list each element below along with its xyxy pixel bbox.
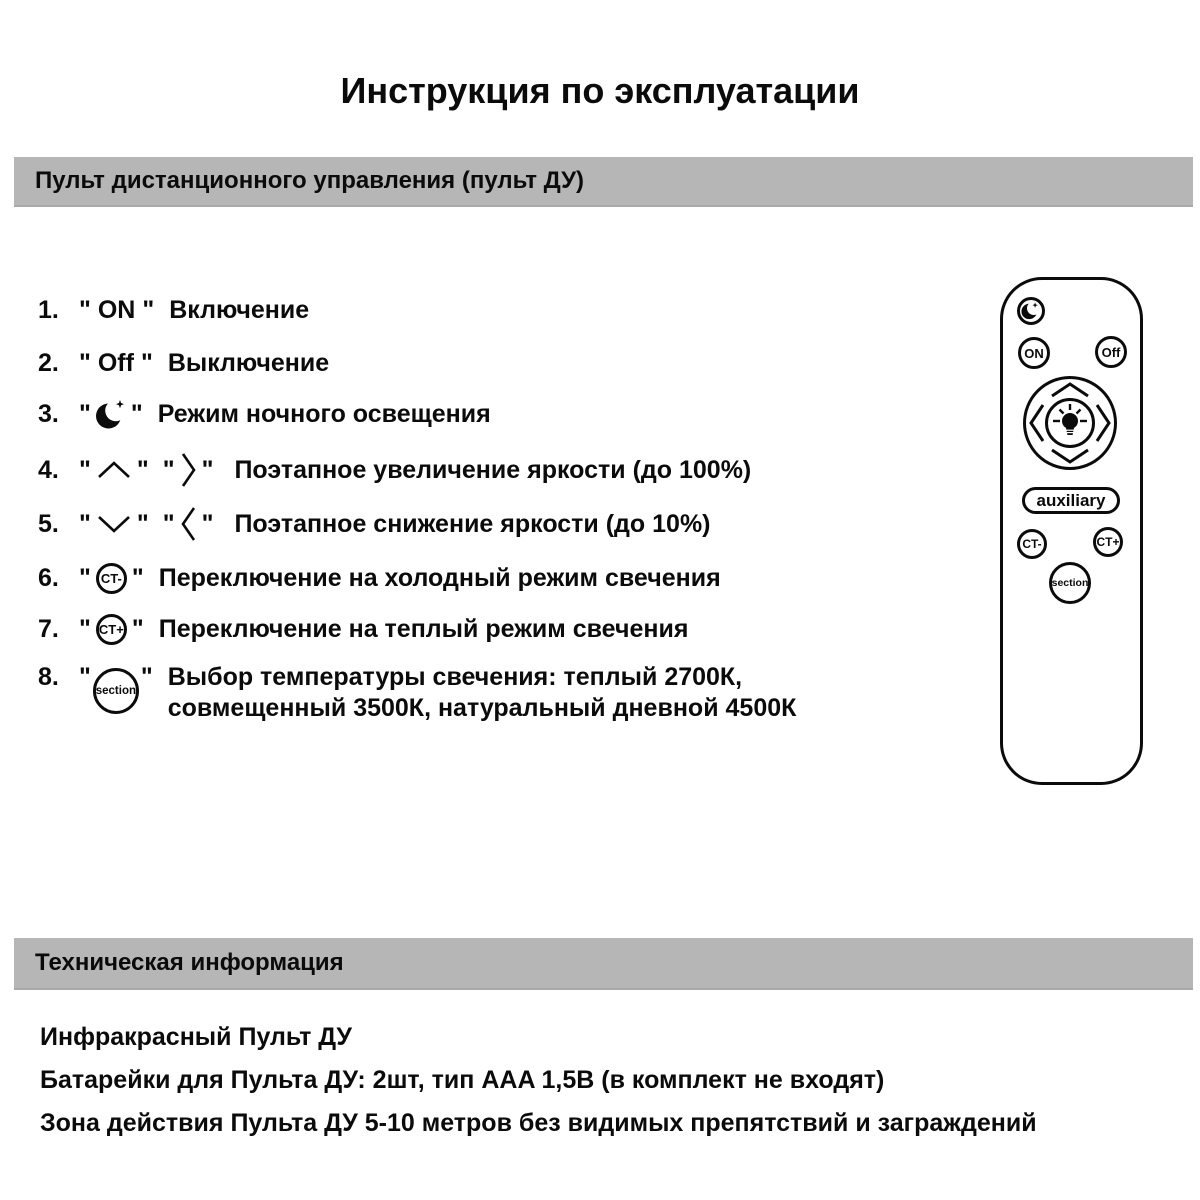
quote-mark: " [79,295,91,324]
item-description-line-1: Выбор температуры свечения: теплый 2700К, [167,663,743,691]
quote-mark: " [136,509,149,538]
off-label: Off [97,348,134,377]
quote-mark: " [201,455,214,484]
item-number: 5. [38,509,59,538]
item-description: Переключение на холодный режим свечения [158,564,721,592]
item-number: 3. [38,399,59,428]
remote-on-label: ON [1024,345,1044,361]
nav-left-chevron-icon [1031,405,1043,441]
instruction-item-6 [38,560,721,597]
quote-mark: " [79,509,91,538]
quote-mark: " [136,455,149,484]
item-number: 1. [38,295,59,324]
quote-mark: " [131,615,144,643]
quote-mark: " [131,564,144,592]
quote-mark: " [79,399,91,428]
instruction-item-3 [38,392,491,436]
quote-mark: " [162,509,175,538]
section-header-tech [14,938,1193,990]
ct-minus-icon-label: CT- [100,571,122,586]
tech-info-line-2: Батарейки для Пульта ДУ: 2шт, тип AAA 1,5В (в комплект не входят) [40,1066,885,1094]
remote-ct-plus-button [1093,527,1123,557]
chevron-up-icon [96,460,132,480]
remote-off-label: Off [1101,344,1121,360]
instruction-item-5 [38,502,711,546]
moon-icon [1021,301,1041,321]
remote-section-button [1049,562,1091,604]
remote-ct-minus-button [1017,529,1047,559]
instruction-item-7 [38,611,688,648]
nav-right-chevron-icon [1097,405,1109,441]
section-icon-label: section [95,685,136,697]
item-description: Поэтапное увеличение яркости (до 100%) [234,455,752,484]
item-description [168,662,797,724]
quote-mark: " [130,399,143,428]
nav-down-chevron-icon [1052,450,1088,462]
nav-up-chevron-icon [1052,384,1088,396]
moon-icon [96,398,126,430]
item-number: 8. [38,663,59,691]
ct-plus-icon [96,614,127,645]
chevron-left-icon [180,505,197,543]
section-icon [93,668,139,714]
quote-mark: " [79,564,91,592]
night-mode-button [1017,297,1045,325]
remote-ct-plus-label: CT+ [1096,535,1120,549]
item-description: Переключение на теплый режим свечения [158,615,689,643]
nav-pad [1022,375,1118,471]
instruction-item-8 [38,662,796,724]
remote-on-button [1018,337,1050,369]
item-number: 7. [38,615,59,643]
quote-mark: " [140,348,153,377]
on-label: ON [97,295,136,324]
instruction-item-2 [38,345,329,381]
quote-mark: " [140,663,153,691]
item-description: Поэтапное снижение яркости (до 10%) [234,509,711,538]
quote-mark: " [201,509,214,538]
quote-mark: " [79,455,91,484]
quote-mark: " [79,615,91,643]
item-description: Режим ночного освещения [157,399,491,428]
item-description: Включение [169,295,310,324]
quote-mark: " [79,348,91,377]
ct-plus-icon-label: CT+ [98,622,124,637]
quote-mark: " [79,663,91,691]
quote-mark: " [162,455,175,484]
section-header-tech-label: Техническая информация [35,949,344,976]
instruction-item-4 [38,448,751,492]
tech-info-line-1: Инфракрасный Пульт ДУ [40,1023,352,1051]
remote-ct-minus-label: CT- [1022,537,1042,551]
ct-minus-icon [96,563,127,594]
tech-info-line-3: Зона действия Пульта ДУ 5-10 метров без видимых препятствий и заграждений [40,1109,1037,1137]
item-description-line-2: совмещенный 3500К, натуральный дневной 4500К [167,694,797,722]
item-description: Выключение [167,348,330,377]
item-number: 2. [38,348,59,377]
instruction-item-1 [38,292,309,328]
item-number: 4. [38,455,59,484]
quote-mark: " [142,295,155,324]
nav-pad-graphic [1022,375,1118,471]
item-number: 6. [38,564,59,592]
auxiliary-label: auxiliary [1036,490,1106,510]
remote-off-button [1095,336,1127,368]
chevron-down-icon [96,514,132,534]
section-header-remote [14,157,1193,207]
auxiliary-button [1022,487,1120,514]
remote-control-illustration [1000,277,1143,785]
page-title: Инструкция по эксплуатации [340,70,860,111]
remote-section-label: section [1051,577,1089,589]
chevron-right-icon [180,451,197,489]
section-header-remote-label: Пульт дистанционного управления (пульт ДУ) [35,167,584,194]
